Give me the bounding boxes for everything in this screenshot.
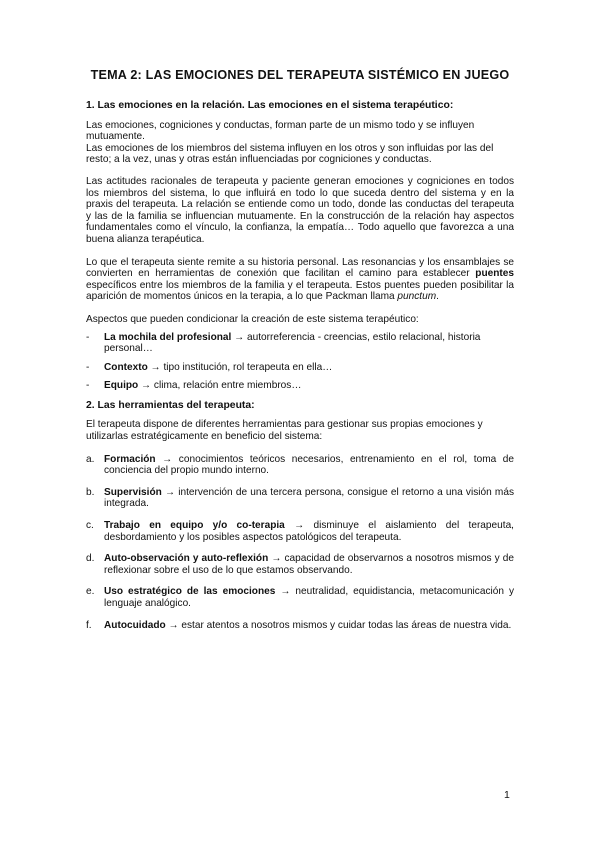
- list-description: → neutralidad, equidistancia, metacomunicación y lenguaje analógico.: [104, 586, 514, 609]
- bullet-marker: -: [86, 331, 90, 343]
- list-item: [86, 586, 514, 609]
- list-item: [86, 487, 514, 510]
- bullet-item: [86, 362, 514, 374]
- document-body: [86, 100, 514, 641]
- bullet-marker: -: [86, 361, 90, 373]
- bullet-text: [104, 362, 514, 374]
- list-marker: a.: [86, 453, 95, 465]
- bullet-description: → tipo institución, rol terapeuta en ella…: [147, 361, 333, 373]
- paragraph-4-part-a: Lo que el terapeuta siente remite a su historia personal. Las resonancias y los ensamblajes se convierten en herramientas de conexión que facilitan el camino para establecer: [86, 256, 514, 280]
- list-term: Formación: [104, 453, 156, 465]
- list-term: Supervisión: [104, 486, 162, 498]
- paragraph-3: Las actitudes racionales de terapeuta y paciente generan emociones y cogniciones en todos los miembros del sistema, lo que influirá en todo lo que suceda dentro del sistema y en la praxis del terapeuta. La relación se entiende como un todo, donde las conductas del terapeuta y las de la familia se influencian mutuamente. En la construcción de la relación hay aspectos fundamentales como el vínculo, la confianza, la empatía… Todo aquello que favorezca a una buena alianza terapéutica.: [86, 175, 514, 245]
- paragraph-1: Las emociones, cogniciones y conductas, forman parte de un mismo todo y se influyen mutuamente.: [86, 119, 475, 143]
- page-title: TEMA 2: LAS EMOCIONES DEL TERAPEUTA SISTÉMICO EN JUEGO: [90, 68, 510, 82]
- section-2-heading: 2. Las herramientas del terapeuta:: [86, 399, 255, 411]
- section-2-intro: El terapeuta dispone de diferentes herramientas para gestionar sus propias emociones y utilizarlas estratégicamente en beneficio del sistema:: [86, 419, 483, 443]
- bullet-marker: -: [86, 380, 90, 392]
- list-term: Auto-observación y auto-reflexión: [104, 553, 269, 565]
- list-description: → estar atentos a nosotros mismos y cuidar todas las áreas de nuestra vida.: [165, 619, 512, 631]
- section-1-heading: 1. Las emociones en la relación. Las emociones en el sistema terapéutico:: [86, 100, 454, 111]
- list-text: [104, 487, 514, 510]
- paragraph-4-italic-term: punctum: [397, 291, 437, 303]
- list-description: → capacidad de observarnos a nosotros mismos y de reflexionar sobre el uso de lo que estamos observando.: [104, 553, 514, 576]
- list-description: → disminuye el aislamiento del terapeuta, desbordamiento y los posibles aspectos patológicos del terapeuta.: [104, 520, 514, 543]
- list-item: [86, 454, 514, 477]
- list-item: [86, 553, 514, 576]
- bullet-description: → clima, relación entre miembros…: [138, 380, 302, 392]
- paragraph-5: Aspectos que pueden condicionar la creación de este sistema terapéutico:: [86, 313, 419, 325]
- bullet-item: [86, 332, 514, 355]
- list-item: [86, 620, 514, 632]
- list-text: [104, 620, 514, 632]
- bullet-item: [86, 380, 514, 392]
- bullet-text: [104, 332, 514, 355]
- list-term: Autocuidado: [104, 619, 166, 631]
- paragraph-4: [86, 257, 514, 303]
- list-item: [86, 520, 514, 543]
- bullet-description: → autorreferencia - creencias, estilo relacional, historia personal…: [104, 331, 481, 355]
- list-marker: e.: [86, 586, 95, 598]
- list-marker: b.: [86, 486, 95, 498]
- list-marker: c.: [86, 520, 94, 532]
- list-text: [104, 586, 514, 609]
- bullet-term: La mochila del profesional: [104, 331, 232, 343]
- bullet-term: Equipo: [104, 380, 139, 392]
- bullet-text: [104, 380, 514, 392]
- paragraph-4-part-b: específicos entre los miembros de la familia y el terapeuta. Estos puentes pueden posibilitar la aparición de momentos únicos en la terapia, a lo que Packman llama: [86, 279, 514, 303]
- paragraph-2: Las emociones de los miembros del sistema influyen en los otros y son influidas por las del resto; a la vez, unas y otras están influenciadas por cogniciones y conductas.: [86, 142, 494, 166]
- paragraph-4-bold-term: puentes: [475, 268, 514, 280]
- list-term: Uso estratégico de las emociones: [104, 586, 276, 598]
- bullet-term: Contexto: [104, 361, 148, 373]
- paragraph-4-part-c: .: [436, 291, 439, 303]
- page-number: 1: [504, 789, 510, 801]
- list-text: [104, 520, 514, 543]
- list-marker: f.: [86, 619, 92, 631]
- list-marker: d.: [86, 553, 95, 565]
- list-text: [104, 553, 514, 576]
- list-description: → conocimientos teóricos necesarios, entrenamiento en el rol, toma de conciencia del propio mundo interno.: [104, 453, 514, 477]
- list-text: [104, 454, 514, 477]
- list-description: → intervención de una tercera persona, consigue el retorno a una visión más integrada.: [104, 486, 514, 510]
- list-term: Trabajo en equipo y/o co-terapia: [104, 520, 285, 532]
